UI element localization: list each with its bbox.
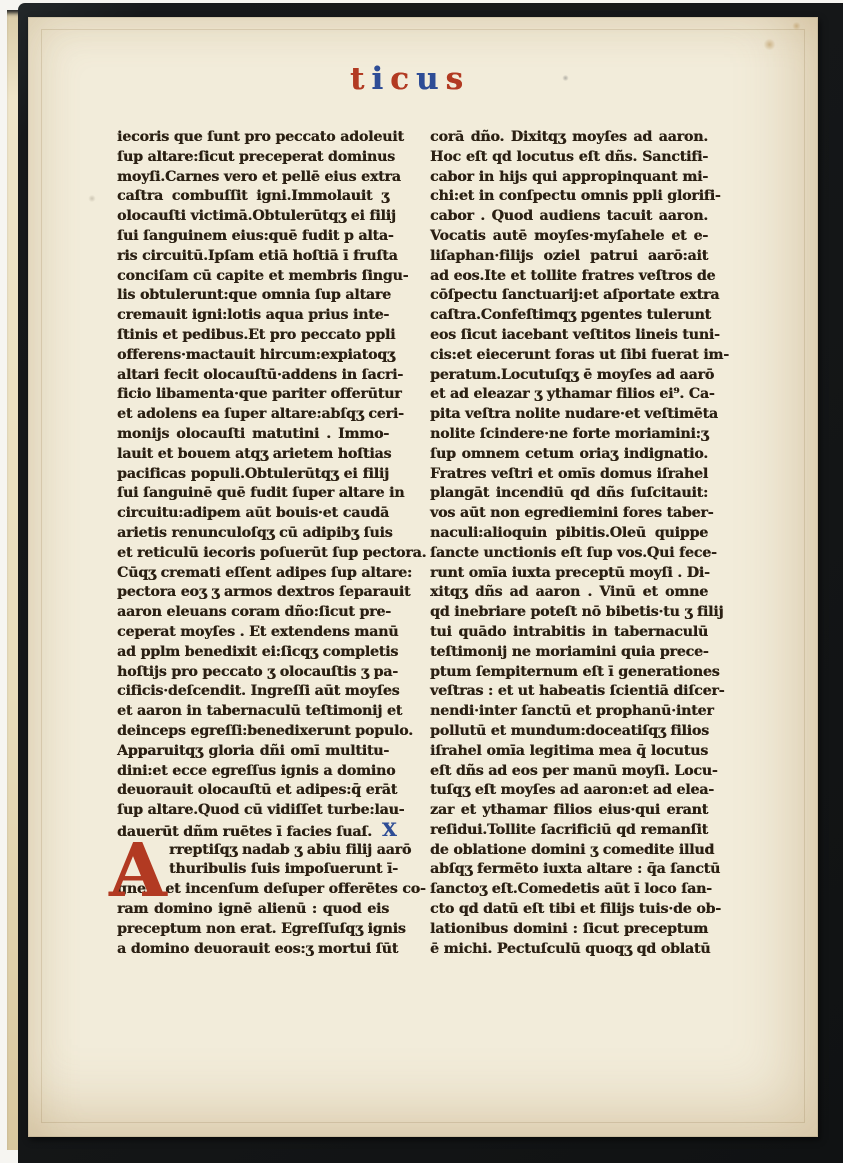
text-line: pita veſtra nolite nudare·et veſtimēta [430,406,718,423]
text-line: ſup altare:ſicut preceperat dominus [117,148,395,165]
header-letter: u [416,61,446,97]
text-line: ſanctoʒ eſt.Comedetis aūt ī loco ſan- [430,881,712,898]
foxing-spot [792,22,801,30]
text-line: dini:et ecce egreſſus ignis a domino [117,762,396,779]
text-line: lauit et bouem atqʒ arietem hoſtias [117,445,392,462]
text-line: arietis renunculoſqʒ cū adipibʒ ſuis [117,524,393,541]
text-line: ſui ſanguinem eius:quē fudit p alta- [117,227,394,244]
text-line: gnem et incenſum deſuper offerētes co- [117,881,426,898]
text-line: Apparuitqʒ gloria dñi omī multitu- [117,742,389,759]
text-line: lationibus domini : ſicut preceptum [430,920,708,937]
text-line: cificis·deſcendit. Ingreſſi aūt moyſes [117,683,400,700]
text-line: olocauſti victimā.Obtulerūtqʒ ei filij [117,208,396,225]
text-line: deuorauit olocauſtū et adipes:q̄ erāt [117,782,398,799]
text-line: moyſi.Carnes vero et pellē eius extra [117,168,401,185]
text-line: pollutū et mundum:doceatiſqʒ filios [430,722,709,739]
text-line: monijs olocauſti matutini . Immo- [117,425,389,442]
text-line: cabor . Quod audiens tacuit aaron. [430,208,708,225]
text-line: ſup altare.Quod cū vidiſſet turbe:lau- [117,802,405,819]
text-line: dauerūt dñm ruētes ī facies ſuaſ. [117,823,372,840]
foxing-spot [763,39,776,50]
text-line: reſidui.Tollite ſacrificiū qd remanſit [430,821,708,838]
illuminated-initial: A [109,827,167,914]
text-line: ceperat moyſes . Et extendens manū [117,623,399,640]
text-line: deinceps egreſſi:benedixerunt populo. [117,722,413,739]
text-line: eſt dñs ad eos per manū moyſi. Locu- [430,762,718,779]
text-line: thuribulis ſuis impoſuerunt ī- [169,861,398,878]
text-line: iſrahel omīa legitima mea q̄ locutus [430,742,708,759]
text-line: et ad eleazar ʒ ythamar filios ei⁹. Ca- [430,386,715,403]
text-line: ram domino ignē alienū : quod eis [117,901,389,918]
text-line: cōſpectu ſanctuarij:et aſportate extra [430,287,720,304]
text-line: ad eos.Ite et tollite fratres veſtros de [430,267,716,284]
text-line: cto qd datū eſt tibi et filijs tuis·de ob- [430,901,721,918]
text-column-right [430,128,729,959]
text-line: cis:et eiecerunt foras ut ſibi fuerat im- [430,346,729,363]
text-line: aaron eleuans coram dño:ſicut pre- [117,604,391,621]
text-line: xitqʒ dñs ad aaron . Vinū et omne [430,584,708,601]
text-line: nolite ſcindere·ne forte moriamini:ʒ [430,425,709,442]
header-letter: s [445,61,470,97]
chapter-numeral: X [381,818,398,841]
text-line: conciſam cū capite et membris ſingu- [117,267,409,284]
text-line: cabor in hijs qui appropinquant mi- [430,168,708,185]
manuscript-page [28,17,818,1137]
header-letter: t [350,61,372,97]
text-line: ficio libamenta·que pariter offerūtur [117,386,402,403]
text-line: abſqʒ fermēto iuxta altare : q̄a ſanctū [430,861,721,878]
text-line: tuſqʒ eſt moyſes ad aaron:et ad elea- [430,782,714,799]
text-line: et adolens ea ſuper altare:abſqʒ ceri- [117,406,404,423]
text-line: runt omīa iuxta preceptū moyſi . Di- [430,564,710,581]
text-line: hoſtijs pro peccato ʒ olocauſtis ʒ pa- [117,663,398,680]
text-line: a domino deuorauit eos:ʒ mortui ſūt [117,940,399,957]
text-line: caſtra combuſſit igni.Immolauit ʒ [117,188,389,205]
text-line: circuitu:adipem aūt bouis·et caudā [117,505,389,522]
text-line: ad pplm benedixit ei:ſicqʒ completis [117,643,399,660]
text-column-left [109,128,427,959]
text-line: ſancte unctionis eſt ſup vos.Qui fece- [430,544,717,561]
text-line: teſtimonij ne moriamini quia prece- [430,643,709,660]
foxing-spot [88,195,96,202]
text-line: pectora eoʒ ʒ armos dextros ſeparauit [117,584,411,601]
text-line: preceptum non erat. Egreſſuſqʒ ignis [117,920,406,937]
running-header [28,61,818,97]
text-line: Vocatis autē moyſes·myſahele et e- [430,227,708,244]
text-line: plangāt incendiū qd dñs ſuſcitauit: [430,485,708,502]
text-line: peratum.Locutuſqʒ ē moyſes ad aarō [430,366,715,383]
text-line: Cūqʒ cremati eſſent adipes ſup altare: [117,564,412,581]
text-line: lis obtulerunt:que omnia ſup altare [117,287,391,304]
header-letter: c [390,61,416,97]
text-line: eos ſicut iacebant veſtitos lineis tuni- [430,326,720,343]
text-line: ptum ſempiternum eſt ī generationes [430,663,720,680]
text-line: liſaphan·filijs oziel patrui aarō:ait [430,247,708,264]
text-line: caſtra.Confeſtimqʒ pgentes tulerunt [430,307,711,324]
text-line: nendi·inter ſanctū et prophanū·inter [430,703,714,720]
text-line: pacificas populi.Obtulerūtqʒ ei filij [117,465,389,482]
text-line: altari fecit olocauſtū·addens in ſacri- [117,366,403,383]
text-line: cremauit igni:lotis aqua prius inte- [117,307,390,324]
text-line: ē michi. Pectuſculū quoqʒ qd oblatū [430,940,711,957]
text-line: vos aūt non egrediemini fores taber- [430,505,714,522]
text-line: chi:et in conſpectu omnis ppli glorifi- [430,188,721,205]
text-line: ſup omnem cetum oriaʒ indignatio. [430,445,708,462]
book-cover [18,3,843,1163]
text-line: qd inebriare poteſt nō bibetis·tu ʒ filij [430,604,724,621]
header-letter: i [371,61,391,97]
text-line: offerens·mactauit hircum:expiatoqʒ [117,346,395,363]
text-line: naculi:alioquin pibitis.Oleū quippe [430,524,708,541]
text-line: ris circuitū.Ipſam etiā hoſtiā ī fruſta [117,247,398,264]
text-line: et reticulū iecoris poſuerūt ſup pectora. [117,544,427,561]
text-line: corā dño. Dixitqʒ moyſes ad aaron. [430,129,708,145]
text-line: tui quādo intrabitis in tabernaculū [430,623,708,640]
text-line: ſtinis et pedibus.Et pro peccato ppli [117,326,396,343]
text-line: ſui ſanguinē quē fudit ſuper altare in [117,485,405,502]
text-block [117,128,427,821]
text-line: et aaron in tabernaculū teſtimonij et [117,703,403,720]
text-line: de oblatione domini ʒ comedite illud [430,841,715,858]
text-line: iecoris que ſunt pro peccato adoleuit [117,129,404,145]
text-line: Hoc eſt qd locutus eſt dñs. Sanctifi- [430,148,708,165]
text-line: Fratres veſtri et omīs domus iſrahel [430,465,708,482]
text-line: veſtras : et ut habeatis ſcientiā diſcer- [430,683,725,700]
text-line: rreptiſqʒ nadab ʒ abiu filij aarō [169,841,412,858]
text-line: zar et ythamar filios eius·qui erant [430,802,708,819]
